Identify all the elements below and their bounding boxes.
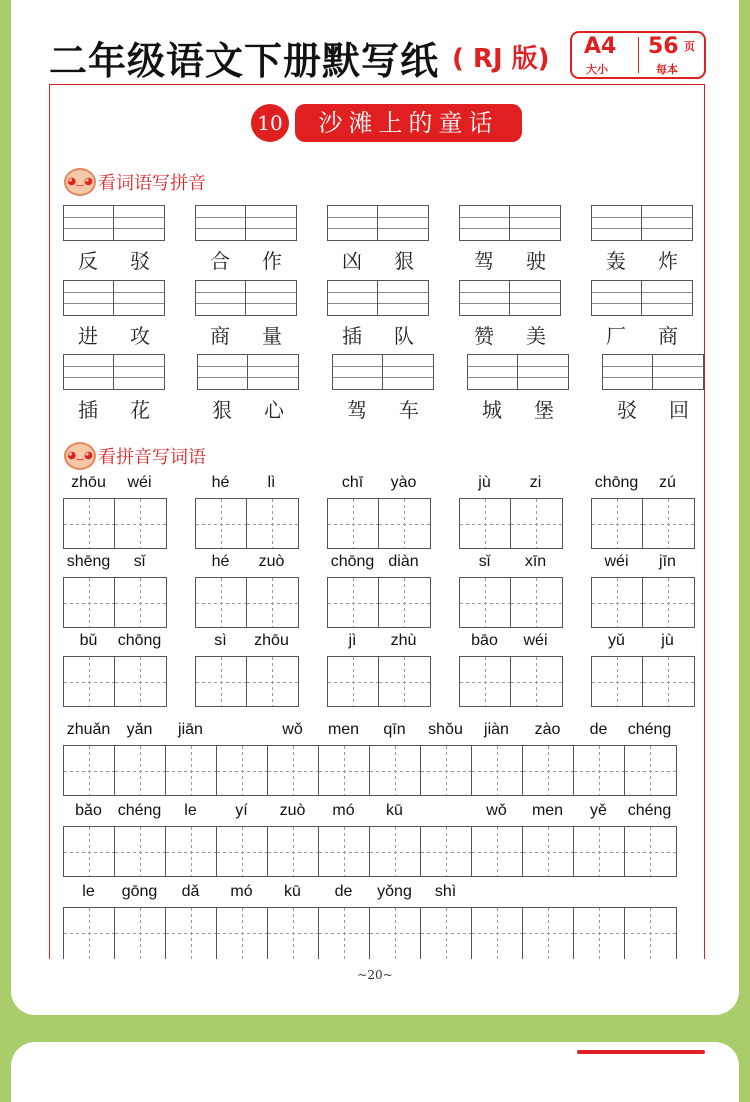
page-number: ~20~ — [357, 968, 393, 982]
tian-grid-cell[interactable] — [625, 908, 676, 959]
pinyin-answer-box[interactable] — [195, 280, 297, 316]
tian-grid-cell[interactable] — [460, 657, 511, 706]
tian-grid-cell[interactable] — [472, 908, 523, 959]
pinyin-syllable: wéi — [127, 474, 152, 491]
sentence-writing-row[interactable] — [63, 745, 677, 796]
pinyin-answer-cell[interactable] — [114, 355, 164, 389]
pinyin-answer-box[interactable] — [459, 280, 561, 316]
pinyin-syllable: hé — [211, 553, 230, 570]
tian-grid-cell[interactable] — [319, 908, 370, 959]
spec-divider — [638, 37, 639, 73]
pinyin-syllable: wǒ — [282, 721, 303, 738]
pinyin-syllable: zú — [659, 474, 676, 491]
vocab-char: 城 — [482, 398, 502, 422]
tian-grid-cell[interactable] — [64, 657, 115, 706]
pinyin-syllable: men — [327, 721, 360, 738]
tian-grid-cell[interactable] — [379, 657, 430, 706]
tian-grid-cell[interactable] — [115, 499, 166, 548]
character-writing-box[interactable] — [195, 656, 299, 707]
tian-grid-cell[interactable] — [268, 746, 319, 795]
tian-grid-cell[interactable] — [523, 827, 574, 876]
pinyin-syllable: jiān — [178, 721, 203, 738]
edition-label: ( RJ 版) — [452, 44, 550, 74]
pinyin-syllable: jù — [661, 632, 674, 649]
pinyin-syllable: yǒng — [377, 883, 412, 900]
tian-grid-cell[interactable] — [328, 578, 379, 627]
tian-grid-cell[interactable] — [268, 827, 319, 876]
vocab-char: 攻 — [130, 324, 150, 348]
pinyin-syllable: chéng — [627, 802, 672, 819]
pinyin-syllable: zuò — [258, 553, 285, 570]
tian-grid-cell[interactable] — [511, 499, 562, 548]
vocab-char: 量 — [262, 324, 282, 348]
character-writing-box[interactable] — [327, 577, 431, 628]
tian-grid-cell[interactable] — [379, 578, 430, 627]
page-count-label: 每本 — [656, 63, 678, 76]
pinyin-answer-box[interactable] — [327, 205, 429, 241]
pinyin-syllable: men — [531, 802, 564, 819]
lion-mascot-icon: ◕‿◕ — [64, 168, 96, 196]
section-heading-write-words — [64, 442, 206, 470]
tian-grid-cell[interactable] — [643, 499, 694, 548]
tian-grid-cell[interactable] — [421, 827, 472, 876]
tian-grid-cell[interactable] — [370, 746, 421, 795]
tian-grid-cell[interactable] — [592, 657, 643, 706]
character-writing-box[interactable] — [195, 577, 299, 628]
tian-grid-cell[interactable] — [115, 657, 166, 706]
pinyin-answer-cell[interactable] — [510, 206, 560, 240]
pinyin-syllable: mó — [332, 802, 355, 819]
pinyin-syllable: de — [589, 721, 608, 738]
vocab-char: 厂 — [606, 324, 626, 348]
tian-grid-cell[interactable] — [196, 657, 247, 706]
pinyin-answer-cell[interactable] — [518, 355, 568, 389]
pinyin-syllable: bāo — [471, 632, 498, 649]
tian-grid-cell[interactable] — [64, 499, 115, 548]
pinyin-syllable: sì — [214, 632, 227, 649]
pinyin-answer-box[interactable] — [332, 354, 434, 390]
paper-size-label: 大小 — [586, 63, 608, 76]
tian-grid-cell[interactable] — [196, 499, 247, 548]
pinyin-syllable: yí — [235, 802, 248, 819]
pinyin-answer-cell[interactable] — [246, 281, 296, 315]
character-writing-box[interactable] — [327, 498, 431, 549]
section1-heading-text: 看词语写拼音 — [98, 173, 206, 194]
pinyin-syllable: jì — [348, 632, 357, 649]
tian-grid-cell[interactable] — [196, 578, 247, 627]
pinyin-syllable: shì — [434, 883, 457, 900]
next-card-accent — [577, 1050, 705, 1054]
tian-grid-cell[interactable] — [319, 827, 370, 876]
pinyin-answer-cell[interactable] — [468, 355, 518, 389]
tian-grid-cell[interactable] — [379, 499, 430, 548]
pinyin-syllable: kū — [386, 802, 403, 819]
vocab-char: 凶 — [342, 249, 362, 273]
vocab-char: 堡 — [534, 398, 554, 422]
pinyin-syllable: dǎ — [181, 883, 200, 900]
character-writing-box[interactable] — [459, 577, 563, 628]
pinyin-syllable: sǐ — [133, 553, 146, 570]
pinyin-syllable: diàn — [388, 553, 419, 570]
page-title: 二年级语文下册默写纸 — [49, 39, 440, 83]
pinyin-answer-box[interactable] — [591, 280, 693, 316]
pinyin-syllable: shǒu — [428, 721, 463, 738]
pinyin-syllable: wǒ — [486, 802, 507, 819]
page-count: 56 — [648, 34, 679, 59]
tian-grid-cell[interactable] — [592, 578, 643, 627]
vocab-char: 驾 — [347, 398, 367, 422]
tian-grid-cell[interactable] — [421, 746, 472, 795]
tian-grid-cell[interactable] — [115, 746, 166, 795]
tian-grid-cell[interactable] — [574, 746, 625, 795]
vocab-char: 心 — [264, 398, 284, 422]
pinyin-answer-cell[interactable] — [196, 281, 246, 315]
vocab-char: 赞 — [474, 324, 494, 348]
tian-grid-cell[interactable] — [643, 657, 694, 706]
character-writing-box[interactable] — [459, 656, 563, 707]
vocab-char: 轰 — [606, 249, 626, 273]
section2-heading-text: 看拼音写词语 — [98, 447, 206, 468]
pinyin-answer-cell[interactable] — [460, 206, 510, 240]
pinyin-answer-cell[interactable] — [246, 206, 296, 240]
pinyin-answer-cell[interactable] — [64, 206, 114, 240]
pinyin-syllable: jīn — [659, 553, 676, 570]
tian-grid-cell[interactable] — [625, 827, 676, 876]
pinyin-syllable: shēng — [66, 553, 111, 570]
tian-grid-cell[interactable] — [247, 499, 298, 548]
vocab-char: 驳 — [130, 249, 150, 273]
tian-grid-cell[interactable] — [328, 657, 379, 706]
tian-grid-cell[interactable] — [574, 908, 625, 959]
vocab-char: 队 — [394, 324, 414, 348]
pinyin-syllable: zhōu — [254, 632, 289, 649]
tian-grid-cell[interactable] — [217, 827, 268, 876]
lesson-title: 沙滩上的童话 — [295, 104, 522, 142]
pinyin-syllable: wéi — [604, 553, 629, 570]
tian-grid-cell[interactable] — [217, 746, 268, 795]
pinyin-answer-cell[interactable] — [383, 355, 433, 389]
pinyin-syllable: zuò — [279, 802, 306, 819]
paper-size: A4 — [584, 34, 617, 59]
tian-grid-cell[interactable] — [625, 746, 676, 795]
tian-grid-cell[interactable] — [247, 578, 298, 627]
tian-grid-cell[interactable] — [643, 578, 694, 627]
pinyin-syllable: bǎo — [75, 802, 102, 819]
vocab-char: 驳 — [617, 398, 637, 422]
vocab-char: 商 — [210, 324, 230, 348]
tian-grid-cell[interactable] — [166, 908, 217, 959]
tian-grid-cell[interactable] — [460, 499, 511, 548]
character-writing-box[interactable] — [63, 577, 167, 628]
pinyin-answer-cell[interactable] — [64, 281, 114, 315]
vocab-char: 驾 — [474, 249, 494, 273]
pinyin-answer-box[interactable] — [602, 354, 704, 390]
pinyin-syllable: sǐ — [478, 553, 491, 570]
vocab-char: 狠 — [394, 249, 414, 273]
pinyin-answer-cell[interactable] — [642, 281, 692, 315]
pinyin-answer-cell[interactable] — [328, 206, 378, 240]
vocab-char: 插 — [78, 398, 98, 422]
vocab-char: 插 — [342, 324, 362, 348]
tian-grid-cell[interactable] — [64, 746, 115, 795]
pinyin-answer-cell[interactable] — [198, 355, 248, 389]
vocab-char: 合 — [210, 249, 230, 273]
tian-grid-cell[interactable] — [523, 746, 574, 795]
tian-grid-cell[interactable] — [523, 908, 574, 959]
pinyin-syllable: yě — [590, 802, 607, 819]
sentence-writing-row[interactable] — [63, 907, 677, 959]
pinyin-syllable: zào — [534, 721, 561, 738]
character-writing-box[interactable] — [63, 656, 167, 707]
pinyin-answer-cell[interactable] — [653, 355, 703, 389]
pinyin-answer-cell[interactable] — [592, 206, 642, 240]
vocab-char: 炸 — [658, 249, 678, 273]
pinyin-syllable: bǔ — [79, 632, 98, 649]
pinyin-syllable: gōng — [121, 883, 158, 900]
pinyin-answer-cell[interactable] — [378, 281, 428, 315]
pinyin-syllable: mó — [230, 883, 253, 900]
next-worksheet-card — [11, 1042, 739, 1102]
character-writing-box[interactable] — [63, 498, 167, 549]
pinyin-answer-cell[interactable] — [328, 281, 378, 315]
pinyin-answer-cell[interactable] — [510, 281, 560, 315]
pinyin-answer-box[interactable] — [591, 205, 693, 241]
pinyin-syllable: jù — [478, 474, 491, 491]
pinyin-answer-cell[interactable] — [114, 206, 164, 240]
vocab-char: 狠 — [212, 398, 232, 422]
vocab-char: 美 — [526, 324, 546, 348]
vocab-char: 驶 — [526, 249, 546, 273]
tian-grid-cell[interactable] — [370, 908, 421, 959]
pinyin-syllable: zhōu — [71, 474, 106, 491]
tian-grid-cell[interactable] — [217, 908, 268, 959]
tian-grid-cell[interactable] — [247, 657, 298, 706]
pinyin-syllable: lì — [267, 474, 276, 491]
pinyin-answer-cell[interactable] — [642, 206, 692, 240]
vocab-char: 花 — [130, 398, 150, 422]
pinyin-answer-box[interactable] — [63, 354, 165, 390]
pinyin-answer-cell[interactable] — [196, 206, 246, 240]
pinyin-answer-cell[interactable] — [603, 355, 653, 389]
spec-badge — [570, 31, 706, 79]
pinyin-syllable: zhù — [390, 632, 417, 649]
character-writing-box[interactable] — [591, 577, 695, 628]
tian-grid-cell[interactable] — [574, 827, 625, 876]
pinyin-syllable: kū — [284, 883, 301, 900]
vocab-char: 进 — [78, 324, 98, 348]
pinyin-syllable: chōng — [594, 474, 639, 491]
tian-grid-cell[interactable] — [421, 908, 472, 959]
pinyin-syllable: chī — [341, 474, 364, 491]
hedgehog-mascot-icon: ◕‿◕ — [64, 442, 96, 470]
character-writing-box[interactable] — [195, 498, 299, 549]
character-writing-box[interactable] — [459, 498, 563, 549]
page-count-unit: 页 — [684, 40, 695, 53]
pinyin-syllable: hé — [211, 474, 230, 491]
tian-grid-cell[interactable] — [115, 908, 166, 959]
pinyin-syllable: chéng — [117, 802, 162, 819]
tian-grid-cell[interactable] — [115, 578, 166, 627]
pinyin-syllable: jiàn — [484, 721, 509, 738]
tian-grid-cell[interactable] — [592, 499, 643, 548]
pinyin-syllable: chéng — [627, 721, 672, 738]
vocab-char: 回 — [669, 398, 689, 422]
pinyin-answer-box[interactable] — [195, 205, 297, 241]
vocab-char: 商 — [658, 324, 678, 348]
tian-grid-cell[interactable] — [64, 827, 115, 876]
pinyin-syllable: chōng — [330, 553, 375, 570]
character-writing-box[interactable] — [591, 656, 695, 707]
pinyin-syllable: qīn — [383, 721, 406, 738]
tian-grid-cell[interactable] — [472, 746, 523, 795]
pinyin-answer-cell[interactable] — [592, 281, 642, 315]
tian-grid-cell[interactable] — [460, 578, 511, 627]
tian-grid-cell[interactable] — [268, 908, 319, 959]
lesson-number: 10 — [251, 104, 289, 142]
pinyin-syllable: chōng — [117, 632, 162, 649]
character-writing-box[interactable] — [591, 498, 695, 549]
vocab-char: 车 — [399, 398, 419, 422]
tian-grid-cell[interactable] — [166, 827, 217, 876]
pinyin-answer-box[interactable] — [467, 354, 569, 390]
pinyin-answer-cell[interactable] — [460, 281, 510, 315]
pinyin-answer-cell[interactable] — [248, 355, 298, 389]
pinyin-syllable: de — [334, 883, 353, 900]
section-heading-write-pinyin — [64, 168, 206, 196]
pinyin-syllable: yǔ — [608, 632, 625, 649]
pinyin-answer-cell[interactable] — [114, 281, 164, 315]
pinyin-syllable: yào — [390, 474, 417, 491]
pinyin-answer-box[interactable] — [63, 205, 165, 241]
pinyin-syllable: yǎn — [126, 721, 153, 738]
tian-grid-cell[interactable] — [115, 827, 166, 876]
pinyin-syllable: le — [184, 802, 197, 819]
pinyin-answer-box[interactable] — [63, 280, 165, 316]
character-writing-box[interactable] — [327, 656, 431, 707]
pinyin-answer-cell[interactable] — [64, 355, 114, 389]
tian-grid-cell[interactable] — [319, 746, 370, 795]
tian-grid-cell[interactable] — [328, 499, 379, 548]
pinyin-answer-box[interactable] — [459, 205, 561, 241]
pinyin-syllable: wéi — [523, 632, 548, 649]
pinyin-syllable: le — [82, 883, 95, 900]
pinyin-answer-cell[interactable] — [378, 206, 428, 240]
pinyin-syllable: zhuǎn — [66, 721, 111, 738]
tian-grid-cell[interactable] — [64, 908, 115, 959]
pinyin-syllable: zi — [529, 474, 542, 491]
tian-grid-cell[interactable] — [511, 657, 562, 706]
sentence-writing-row[interactable] — [63, 826, 677, 877]
pinyin-syllable: xīn — [524, 553, 547, 570]
tian-grid-cell[interactable] — [472, 827, 523, 876]
pinyin-answer-box[interactable] — [197, 354, 299, 390]
tian-grid-cell[interactable] — [370, 827, 421, 876]
vocab-char: 反 — [78, 249, 98, 273]
tian-grid-cell[interactable] — [64, 578, 115, 627]
vocab-char: 作 — [262, 249, 282, 273]
pinyin-answer-cell[interactable] — [333, 355, 383, 389]
pinyin-answer-box[interactable] — [327, 280, 429, 316]
tian-grid-cell[interactable] — [511, 578, 562, 627]
tian-grid-cell[interactable] — [166, 746, 217, 795]
